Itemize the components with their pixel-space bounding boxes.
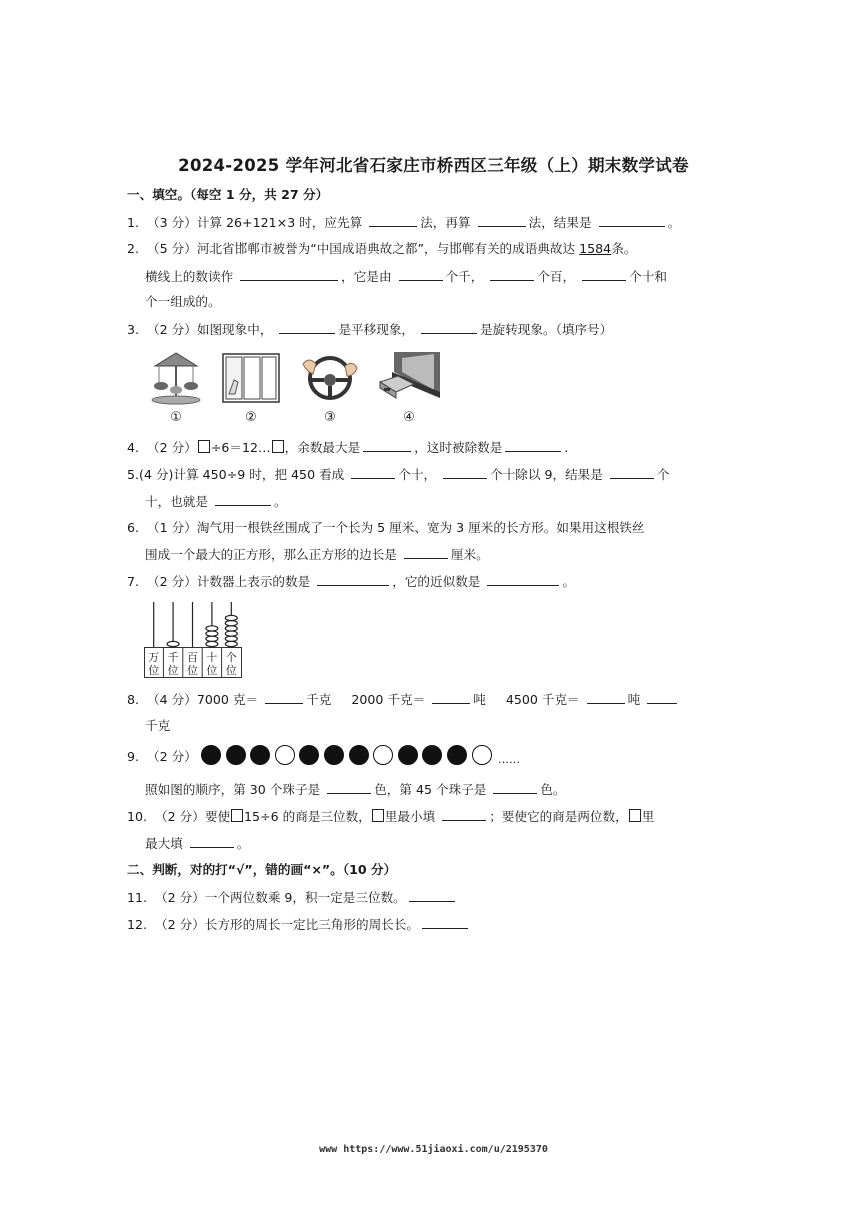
question-6 [127,519,644,537]
question-text: ，它的近似数是 [392,574,481,589]
question-text: （4 分）7000 克＝ [147,692,259,707]
question-number: 1. [127,215,140,230]
abacus-place-label: 位 [148,664,160,677]
square-box-icon [372,809,384,822]
question-number: 9. [127,749,140,764]
question-text: 千克 [306,692,332,707]
abacus-place-label: 位 [225,664,237,677]
carousel-icon [145,350,207,406]
answer-blank[interactable] [582,267,626,281]
question-number: 2. [127,241,140,256]
black-bead [299,745,319,765]
black-bead [398,745,418,765]
answer-blank[interactable] [647,690,677,704]
page-title: 2024-2025 学年河北省石家庄市桥西区三年级（上）期末数学试卷 [178,156,689,175]
question-5-line-2 [145,492,287,511]
square-box-icon [629,809,641,822]
answer-blank[interactable] [478,213,526,227]
question-11 [127,888,458,907]
question-3 [127,320,612,339]
abacus-place-label: 万 [148,651,160,664]
abacus-place-label: 百 [187,651,198,664]
square-box-icon [198,440,210,453]
question-9 [127,748,197,766]
footer-url[interactable]: www https://www.51jiaoxi.com/u/2195370 [319,1144,548,1155]
question-text: ，这时被除数是 [414,440,503,455]
question-text: 个千， [445,269,484,284]
question-7 [127,572,575,591]
question-text: ；要使它的商是两位数， [489,809,628,824]
abacus-place-label: 位 [187,664,198,677]
answer-blank[interactable] [599,213,665,227]
drawer-icon [378,350,440,406]
underlined-number: 1584 [579,241,612,256]
sliding-window-icon [220,350,282,406]
answer-blank[interactable] [493,780,537,794]
question-text: 个百， [537,269,576,284]
abacus-place-label: 位 [167,664,179,677]
abacus-bead [225,636,237,641]
section-2-heading: 二、判断，对的打“√”，错的画“×”。（10 分） [127,862,397,877]
abacus-bead [206,631,218,636]
abacus-bead [167,641,179,646]
answer-blank[interactable] [363,438,411,452]
question-text: 。 [667,215,681,230]
question-text: 个十和 [629,269,667,284]
question-text: 条。 [611,241,637,256]
question-text: （2 分）计数器上表示的数是 [147,574,311,589]
question-1 [127,213,680,232]
question-text: 个十除以 9，结果是 [490,467,603,482]
abacus-place-label: 个 [225,651,237,664]
question-number: 12. [127,917,148,932]
question-text: 15÷6 的商是三位数， [244,809,371,824]
answer-blank[interactable] [190,834,234,848]
question-text: 十，也就是 [145,494,208,509]
question-text: . [564,440,569,455]
question-text: （2 分）要使 [155,809,231,824]
question-text: 法，再算 [420,215,471,230]
question-text: 2000 千克＝ [351,692,426,707]
answer-blank[interactable] [443,465,487,479]
answer-blank[interactable] [404,545,448,559]
question-8-line-2: 千克 [145,718,171,733]
question-text: 4500 千克＝ [505,692,580,707]
question-text: （5 分）河北省邯郸市被誉为“中国成语典故之都”，与邯郸有关的成语典故达 [147,241,576,256]
question-text: 。 [236,836,250,851]
answer-blank[interactable] [369,213,417,227]
question-2 [127,240,636,258]
white-bead [275,745,295,765]
abacus-bead [206,626,218,631]
question-text: 是旋转现象。（填序号） [480,322,613,337]
question-text: 里最小填 [384,809,436,824]
question-12 [127,915,471,934]
question-number: 11. [127,890,148,905]
answer-blank[interactable] [327,780,371,794]
question-text: 色，第 45 个珠子是 [374,782,487,797]
question-text: 法，结果是 [528,215,592,230]
question-number: 5. [127,467,140,482]
question-text: (4 分)计算 450÷9 时，把 450 看成 [139,467,345,482]
question-text: 吨 [627,692,641,707]
answer-blank[interactable] [279,320,335,334]
question-text: ÷6＝12… [210,440,271,455]
question-text: 个 [656,467,670,482]
answer-blank[interactable] [265,690,303,704]
square-box-icon [272,440,284,453]
question-text: 厘米。 [450,547,489,562]
black-bead [447,745,467,765]
answer-blank[interactable] [610,465,654,479]
question-text: ，余数最大是 [284,440,361,455]
figure-label: ④ [403,410,415,425]
question-6-line-2 [145,545,489,564]
question-text: （2 分）如图现象中， [147,322,273,337]
question-text: 是平移现象， [338,322,414,337]
abacus-bead [225,621,237,626]
answer-blank[interactable] [432,690,470,704]
abacus-bead [206,636,218,641]
question-text: 。 [562,574,575,589]
question-5 [127,465,669,484]
question-text: （2 分） [147,749,197,764]
abacus-counter [144,600,242,678]
question-text: 横线上的数读作 [145,269,234,284]
black-bead [324,745,344,765]
abacus-place-label: 十 [206,651,218,664]
abacus-bead [206,641,218,646]
question-4 [127,438,568,457]
steering-wheel-icon [299,350,361,406]
question-number: 6. [127,520,140,535]
abacus-bead [225,626,237,631]
question-number: 3. [127,322,140,337]
question-2-line-2 [145,267,667,286]
answer-blank[interactable] [505,438,561,452]
figure-label: ① [170,410,182,425]
black-bead [422,745,442,765]
white-bead [373,745,393,765]
question-text: ，它是由 [341,269,392,284]
black-bead [250,745,270,765]
answer-blank[interactable] [442,807,486,821]
question-number: 4. [127,440,140,455]
answer-blank[interactable] [317,572,389,586]
question-text: （1 分）淘气用一根铁丝围成了一个长为 5 厘米、宽为 3 厘米的长方形。如果用这根铁丝 [147,520,645,535]
question-8 [127,690,680,709]
black-bead [226,745,246,765]
abacus-bead [225,615,237,620]
question-text: 里 [641,809,655,824]
answer-blank[interactable] [409,888,455,902]
section-1-heading: 一、填空。（每空 1 分，共 27 分） [127,187,329,202]
answer-blank[interactable] [351,465,395,479]
question-text: 吨 [473,692,486,707]
question-number: 10. [127,809,148,824]
abacus-bead [225,631,237,636]
question-10 [127,807,654,826]
question-text: 色。 [540,782,566,797]
bead-ellipsis: …… [498,753,520,766]
answer-blank[interactable] [399,267,443,281]
abacus-place-label: 位 [206,664,218,677]
square-box-icon [231,809,243,822]
question-text: （2 分）长方形的周长一定比三角形的周长长。 [155,917,419,932]
answer-blank[interactable] [587,690,625,704]
answer-blank[interactable] [421,320,477,334]
answer-blank[interactable] [240,267,338,281]
answer-blank[interactable] [215,492,271,506]
question-text: （3 分）计算 26+121×3 时，应先算 [147,215,363,230]
question-text: 围成一个最大的正方形，那么正方形的边长是 [145,547,397,562]
white-bead [472,745,492,765]
abacus-bead [225,641,237,646]
question-text: （2 分）一个两位数乘 9，积一定是三位数。 [155,890,406,905]
question-9-line-2 [145,780,566,799]
answer-blank[interactable] [490,267,534,281]
answer-blank[interactable] [487,572,559,586]
figure-label: ② [245,410,257,425]
black-bead [201,745,221,765]
question-10-line-2 [145,834,249,853]
question-text: 最大填 [145,836,183,851]
answer-blank[interactable] [422,915,468,929]
question-text: （2 分） [147,440,197,455]
question-number: 7. [127,574,140,589]
question-number: 8. [127,692,140,707]
question-text: 。 [273,494,287,509]
figure-label: ③ [324,410,336,425]
abacus-place-label: 千 [167,651,179,664]
black-bead [349,745,369,765]
question-text: 照如图的顺序，第 30 个珠子是 [145,782,321,797]
question-2-line-3: 个一组成的。 [145,294,221,309]
question-text: 个十， [398,467,437,482]
